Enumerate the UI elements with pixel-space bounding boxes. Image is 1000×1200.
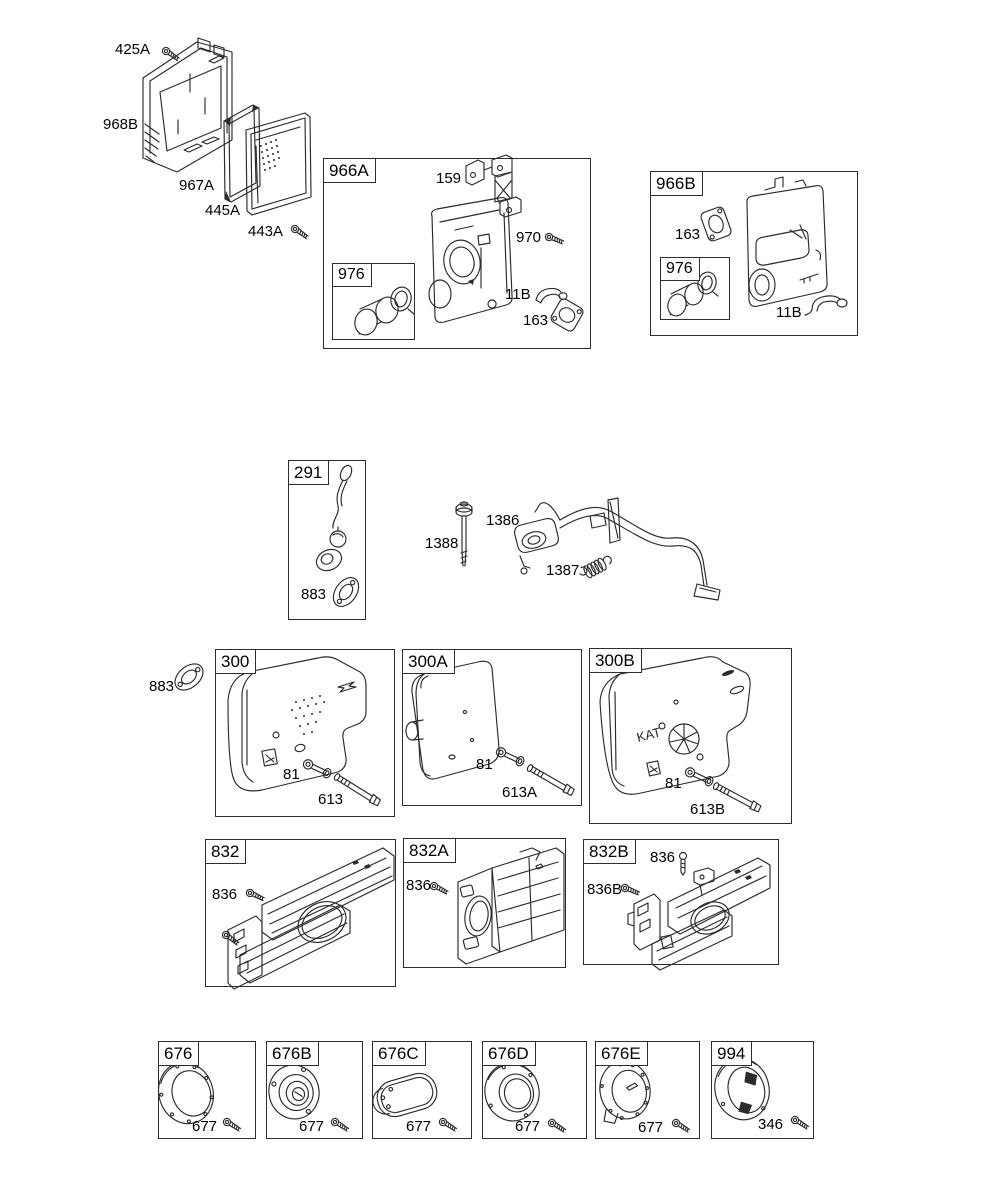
drawing-screw-677-676D [547,1118,567,1132]
part-label-883-291: 883 [301,586,327,603]
part-label-159: 159 [436,170,462,187]
drawing-cover-676D [479,1057,545,1126]
box-title-300A: 300A [402,649,455,674]
drawing-screw-346 [790,1115,810,1129]
part-label-677-676D: 677 [515,1118,541,1135]
part-label-677-676E: 677 [638,1119,664,1136]
part-label-677-676C: 677 [406,1118,432,1135]
box-title-676C: 676C [372,1041,426,1066]
part-label-613B: 613B [690,801,726,818]
drawing-elbow-11B-a [536,288,567,303]
part-label-883-main: 883 [149,678,175,695]
muffler-kat-marking: KAT [635,724,663,745]
part-label-81-300: 81 [283,766,300,783]
part-label-445A: 445A [205,202,241,219]
part-label-81-300B: 81 [665,775,682,792]
box-title-291: 291 [288,460,329,485]
part-label-11B-b: 11B [776,304,802,321]
drawing-cover-676E [594,1057,655,1125]
part-label-425A: 425A [115,41,151,58]
box-title-300: 300 [215,649,256,674]
drawing-cover-676C [368,1069,440,1122]
part-label-1387: 1387 [546,562,580,579]
box-title-832B: 832B [583,839,636,864]
drawing-guard-832 [228,848,394,989]
drawing-lock-81-300 [302,758,333,779]
box-title-300B: 300B [589,648,642,673]
drawing-cover-676B [264,1060,324,1123]
drawing-elbow-11B-b [805,296,847,315]
drawing-control-bracket-1386 [515,498,720,600]
drawing-lock-81-300B [684,766,715,787]
drawing-gasket-163-b [700,206,733,242]
box-title-676E: 676E [595,1041,648,1066]
part-label-677-676: 677 [192,1118,218,1135]
drawing-gasket-883-main [170,659,208,696]
drawing-screw-677-676C [438,1117,458,1131]
part-label-970: 970 [516,229,542,246]
box-title-676D: 676D [482,1041,536,1066]
inner-box-title-976-a: 976 [332,263,372,287]
drawing-bracket-159 [466,155,521,217]
drawing-guard-832B [628,853,770,971]
drawing-screw-970 [545,233,565,245]
drawing-housing-968B [143,38,232,172]
part-label-836B: 836B [587,881,623,898]
drawing-screw-836B [621,884,641,896]
drawing-filter-frame-967A [224,105,260,202]
part-label-968B: 968B [103,116,139,133]
part-label-836-832B: 836 [650,849,676,866]
box-title-994: 994 [711,1041,752,1066]
part-label-1386: 1386 [486,512,520,529]
part-label-81-300A: 81 [476,756,493,773]
drawing-bolt-1388 [456,502,472,566]
part-label-346: 346 [758,1116,784,1133]
drawing-carb-plate-966B [747,177,827,306]
drawing-screw-836-832 [245,888,265,901]
drawing-muffler-300B [600,657,750,795]
part-label-11B-a: 11B [505,286,531,303]
part-label-163-b: 163 [675,226,701,243]
drawing-screw-677-676E [671,1118,691,1132]
part-label-613A: 613A [502,784,538,801]
drawing-screw-677-676 [222,1117,242,1131]
drawing-guard-832A [458,848,564,964]
part-label-677-676B: 677 [299,1118,325,1135]
part-label-967A: 967A [179,177,215,194]
box-title-832: 832 [205,839,246,864]
inner-box-title-976-b: 976 [660,257,700,281]
box-title-966A: 966A [323,158,376,183]
drawing-base-plate-966A [429,198,512,323]
part-label-836-832A: 836 [406,877,432,894]
part-label-443A: 443A [248,223,284,240]
box-title-676B: 676B [266,1041,319,1066]
part-label-163-a: 163 [523,312,549,329]
drawing-gasket-883-291 [328,573,364,611]
box-title-966B: 966B [650,171,703,196]
drawing-gasket-163-a [549,297,585,333]
drawing-screw-443A [290,224,310,239]
part-label-1388: 1388 [425,535,459,552]
part-label-836-832: 836 [212,886,238,903]
drawing-screw-677-676B [330,1117,350,1131]
drawing-spring-1387 [578,553,615,581]
box-title-832A: 832A [403,838,456,863]
box-title-676: 676 [158,1041,199,1066]
part-label-613: 613 [318,791,344,808]
drawing-screw-836-832A [429,881,449,894]
